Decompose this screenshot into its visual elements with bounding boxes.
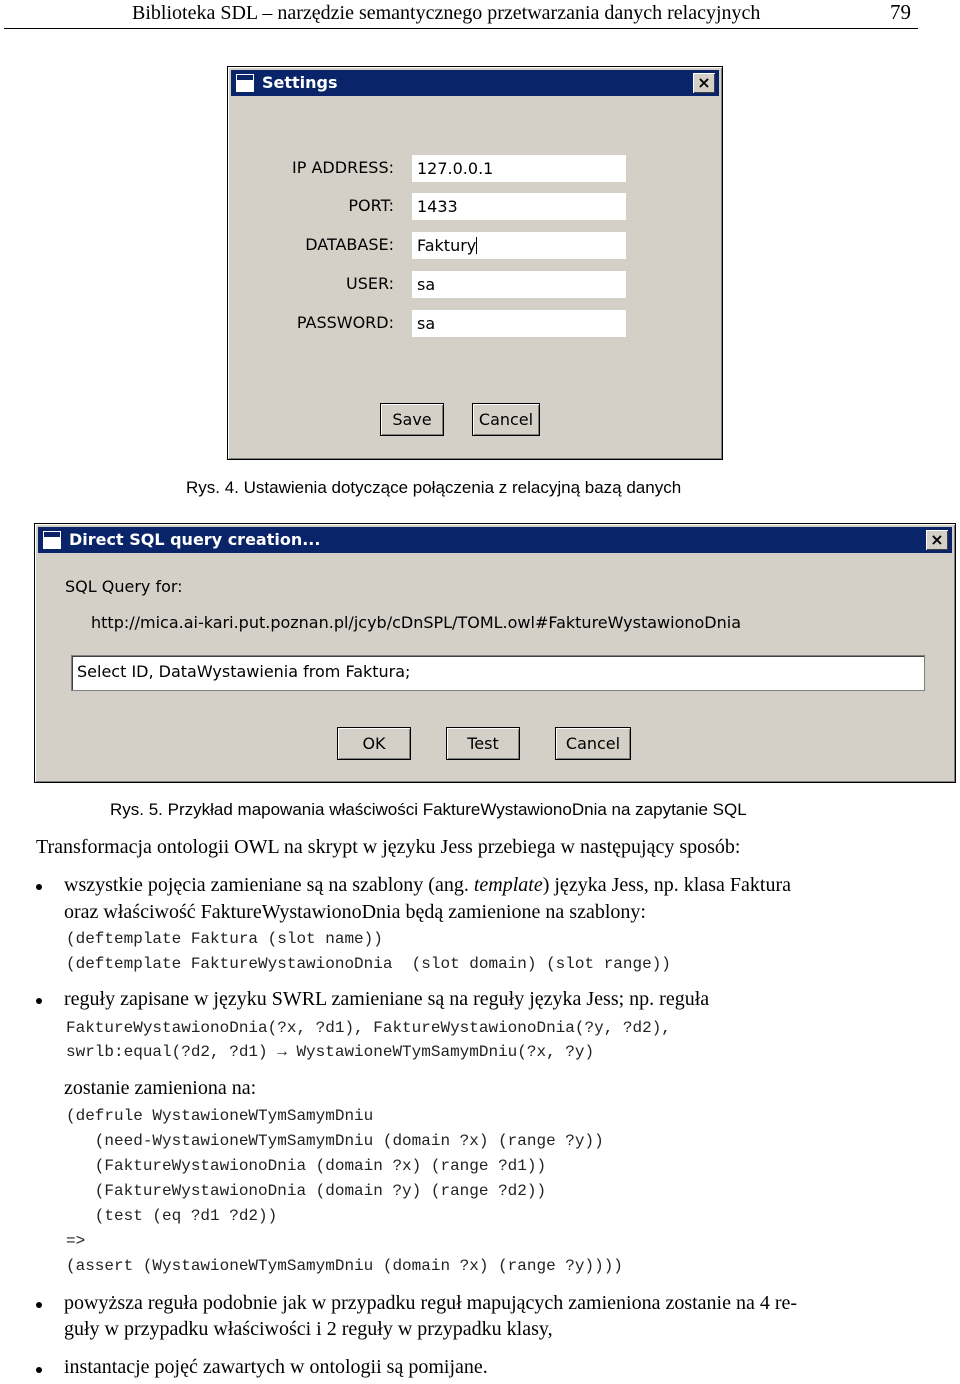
bullet-marker <box>36 1302 42 1308</box>
test-button[interactable]: Test <box>446 727 520 760</box>
password-label: PASSWORD: <box>296 313 394 332</box>
database-value: Faktury <box>417 236 477 255</box>
figure-5-caption: Rys. 5. Przykład mapowania właściwości FaktureWystawionoDnia na zapytanie SQL <box>110 800 747 819</box>
property-uri: http://mica.ai-kari.put.poznan.pl/jcyb/cDnSPL/TOML.owl#FaktureWystawionoDnia <box>91 613 742 632</box>
code-line: (defrule WystawioneWTymSamymDniu <box>66 1107 374 1125</box>
user-field[interactable]: sa <box>412 271 626 298</box>
intro-paragraph: Transformacja ontologii OWL na skrypt w języku Jess przebiega w następujący sposób: <box>36 836 741 858</box>
sql-query-for-label: SQL Query for: <box>65 577 183 596</box>
settings-dialog <box>227 66 723 460</box>
ok-button[interactable]: OK <box>337 727 411 760</box>
bullet-4-line-1: instantacje pojęć zawartych w ontologii są pomijane. <box>64 1356 488 1378</box>
bullet-marker <box>36 1367 42 1373</box>
bullet-marker <box>36 884 42 890</box>
bullet-1-text-b: ) języka Jess, np. klasa Faktura <box>542 874 791 896</box>
bullet-1-emphasis: template <box>473 874 543 896</box>
sql-query-input[interactable]: Select ID, DataWystawienia from Faktura; <box>71 655 925 691</box>
cancel-button[interactable]: Cancel <box>555 727 631 760</box>
code-line: swrlb:equal(?d2, ?d1) → WystawioneWTymSamymDniu(?x, ?y) <box>66 1043 595 1061</box>
header-rule <box>4 28 918 29</box>
text-caret <box>476 237 477 254</box>
code-line: (FaktureWystawionoDnia (domain ?x) (range ?d1)) <box>66 1157 547 1175</box>
cancel-button[interactable]: Cancel <box>472 403 540 436</box>
code-line: (FaktureWystawionoDnia (domain ?y) (range ?d2)) <box>66 1182 547 1200</box>
settings-title-bar[interactable] <box>231 70 719 96</box>
database-field[interactable] <box>412 232 626 259</box>
bullet-2-line-2: zostanie zamieniona na: <box>64 1077 257 1099</box>
code-line: => <box>66 1232 86 1250</box>
bullet-1-line-2: oraz właściwość FaktureWystawionoDnia będą zamienione na szablony: <box>64 901 646 923</box>
bullet-1-text-a: wszystkie pojęcia zamieniane są na szablony (ang. <box>64 874 474 896</box>
running-header-title: Biblioteka SDL – narzędzie semantycznego przetwarzania danych relacyjnych <box>132 2 761 24</box>
ip-address-label: IP ADDRESS: <box>292 158 394 177</box>
code-line: (need-WystawioneWTymSamymDniu (domain ?x) (range ?y)) <box>66 1132 604 1150</box>
port-field[interactable]: 1433 <box>412 193 626 220</box>
user-label: USER: <box>346 274 394 293</box>
window-app-icon <box>236 74 254 92</box>
sql-query-dialog <box>34 523 956 783</box>
figure-4-caption: Rys. 4. Ustawienia dotyczące połączenia z relacyjną bazą danych <box>186 478 682 497</box>
code-line: FaktureWystawionoDnia(?x, ?d1), FaktureWystawionoDnia(?y, ?d2), <box>66 1019 671 1037</box>
code-line: (deftemplate FaktureWystawionoDnia (slot domain) (slot range)) <box>66 955 671 973</box>
port-label: PORT: <box>348 196 394 215</box>
sql-dialog-title-bar[interactable] <box>38 527 952 553</box>
code-line: (deftemplate Faktura (slot name)) <box>66 930 383 948</box>
database-label: DATABASE: <box>305 235 394 254</box>
code-line: (test (eq ?d1 ?d2)) <box>66 1207 278 1225</box>
window-app-icon <box>43 531 61 549</box>
close-icon[interactable]: × <box>693 73 715 93</box>
settings-title: Settings <box>262 73 338 92</box>
password-field[interactable]: sa <box>412 310 626 337</box>
bullet-1-line-1 <box>64 874 791 897</box>
bullet-3-line-1: powyższa reguła podobnie jak w przypadku reguł mapujących zamieniona zostanie na 4 re- <box>64 1292 798 1314</box>
bullet-2-line-1: reguły zapisane w języku SWRL zamieniane są na reguły języka Jess; np. reguła <box>64 988 710 1010</box>
sql-dialog-title: Direct SQL query creation... <box>69 530 321 549</box>
save-button[interactable]: Save <box>380 403 444 436</box>
bullet-marker <box>36 998 42 1004</box>
ip-address-field[interactable]: 127.0.0.1 <box>412 155 626 182</box>
code-line: (assert (WystawioneWTymSamymDniu (domain ?x) (range ?y)))) <box>66 1257 623 1275</box>
page-number: 79 <box>890 0 911 24</box>
close-icon[interactable]: × <box>926 530 948 550</box>
bullet-3-line-2: guły w przypadku właściwości i 2 reguły w przypadku klasy, <box>64 1318 553 1340</box>
